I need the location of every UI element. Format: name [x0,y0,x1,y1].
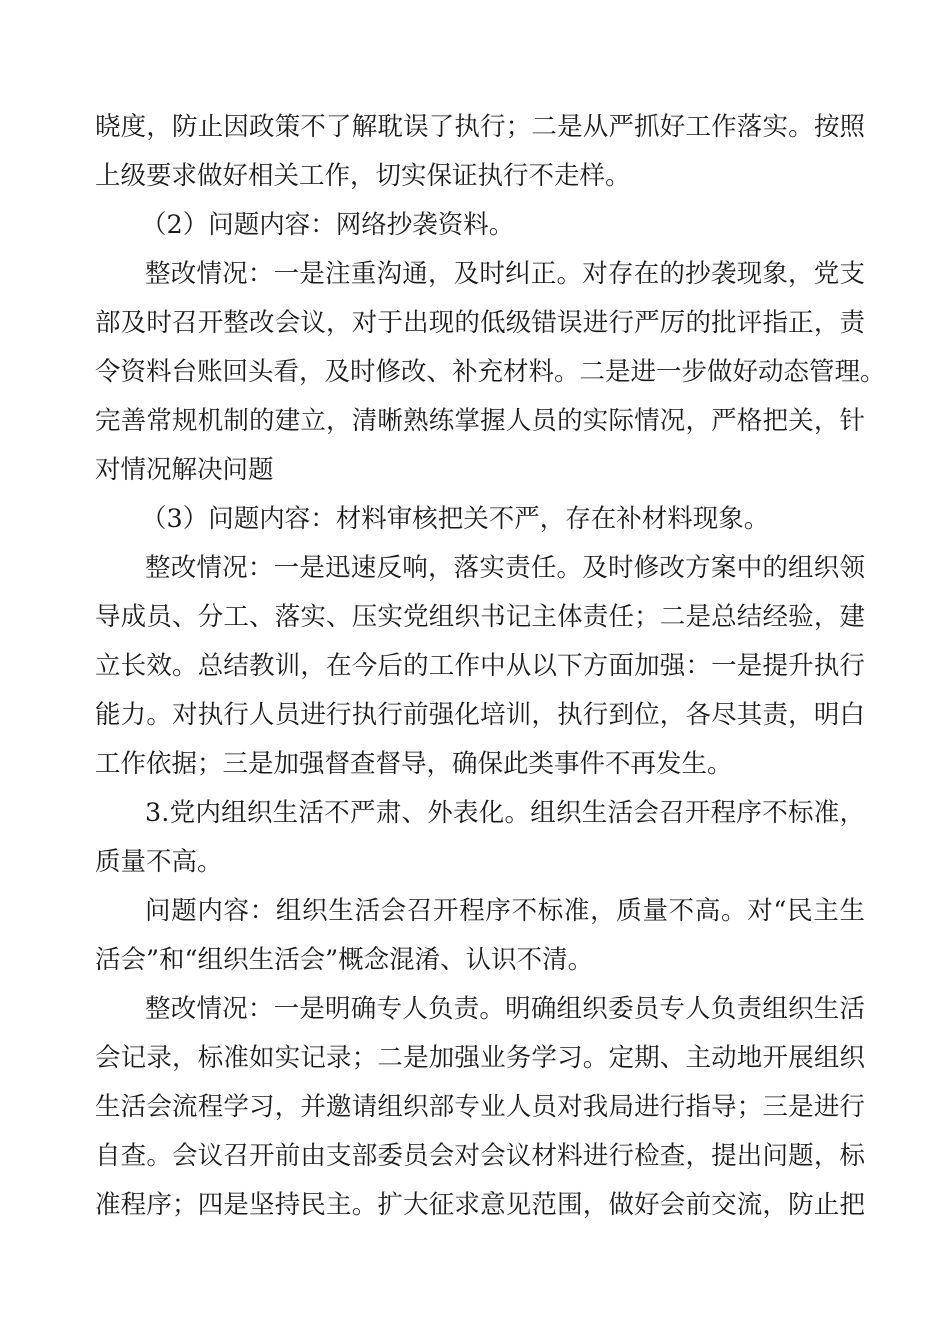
body-line-2: 上级要求做好相关工作，切实保证执行不走样。 [95,161,631,191]
body-line-23: 准程序；四是坚持民主。扩大征求意见范围，做好会前交流，防止把 [95,1190,865,1220]
body-line-8: 对情况解决问题 [95,455,274,485]
body-line-13: 能力。对执行人员进行执行前强化培训，执行到位，各尽其责，明白 [95,700,865,730]
body-line-21: 生活会流程学习，并邀请组织部专业人员对我局进行指导；三是进行 [95,1092,865,1122]
body-line-17: 问题内容：组织生活会召开程序不标准，质量不高。对“民主生 [145,896,865,926]
document-body [95,103,886,1230]
body-line-11: 导成员、分工、落实、压实党组织书记主体责任；二是总结经验，建 [95,602,865,632]
body-line-5: 部及时召开整改会议，对于出现的低级错误进行严厉的批评指正，责 [95,308,865,338]
body-line-14: 工作依据；三是加强督查督导，确保此类事件不再发生。 [95,749,733,779]
body-line-4: 整改情况：一是注重沟通，及时纠正。对存在的抄袭现象，党支 [145,259,865,289]
body-line-7: 完善常规机制的建立，清晰熟练掌握人员的实际情况，严格把关，针 [95,406,865,436]
body-line-18: 活会”和“组织生活会”概念混淆、认识不清。 [95,945,594,975]
body-line-9: （3）问题内容：材料审核把关不严，存在补材料现象。 [141,504,770,534]
body-line-19: 整改情况：一是明确专人负责。明确组织委员专人负责组织生活 [145,994,865,1024]
body-line-6: 令资料台账回头看，及时修改、补充材料。二是进一步做好动态管理。 [95,357,886,387]
body-line-12: 立长效。总结教训，在今后的工作中从以下方面加强：一是提升执行 [95,651,865,681]
body-line-10: 整改情况：一是迅速反响，落实责任。及时修改方案中的组织领 [145,553,865,583]
body-line-20: 会记录，标准如实记录；二是加强业务学习。定期、主动地开展组织 [95,1043,865,1073]
body-line-1: 晓度，防止因政策不了解耽误了执行；二是从严抓好工作落实。按照 [95,112,865,142]
body-line-3: （2）问题内容：网络抄袭资料。 [141,210,515,240]
body-line-22: 自查。会议召开前由支部委员会对会议材料进行检查，提出问题，标 [95,1141,865,1171]
body-line-15: 3.党内组织生活不严肃、外表化。组织生活会召开程序不标准， [145,798,865,828]
body-line-16: 质量不高。 [95,847,223,877]
